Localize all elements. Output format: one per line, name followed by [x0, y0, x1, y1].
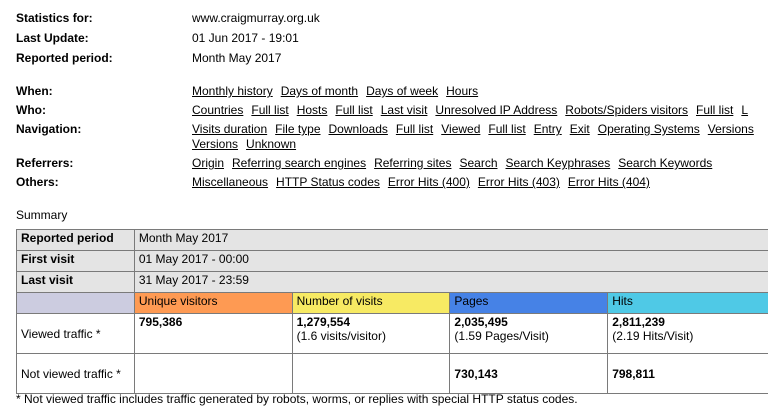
link-unknown[interactable]: Unknown — [246, 137, 297, 151]
footnote: * Not viewed traffic includes traffic generated by robots, worms, or replies with special HTTP status codes. — [16, 392, 578, 406]
viewed-unique-value: 795,386 — [138, 315, 183, 329]
link-downloads[interactable]: Downloads — [328, 122, 388, 136]
link-days-of-month[interactable]: Days of month — [280, 84, 359, 98]
link-last-visit[interactable]: Last visit — [380, 103, 428, 117]
last-visit-label: Last visit — [17, 272, 135, 293]
first-visit-value: 01 May 2017 - 00:00 — [134, 251, 768, 272]
viewed-pages-sub: (1.59 Pages/Visit) — [454, 329, 549, 343]
nav-referrers-row — [16, 155, 768, 171]
reported-period-cell-value: Month May 2017 — [134, 230, 768, 251]
link-search-keyphrases[interactable]: Search Keyphrases — [505, 156, 611, 170]
nav-others-label: Others: — [16, 175, 59, 189]
not-viewed-unique-cell — [134, 354, 292, 394]
link-search[interactable]: Search — [459, 156, 498, 170]
link-hosts[interactable]: Hosts — [296, 103, 328, 117]
site-name: www.craigmurray.org.uk — [192, 11, 320, 25]
col-number-of-visits: Number of visits — [292, 293, 450, 314]
nav-who-row — [16, 102, 768, 118]
viewed-hits-cell — [608, 314, 768, 354]
link-truncated-l[interactable]: L — [741, 103, 749, 117]
link-unresolved-ip[interactable]: Unresolved IP Address — [435, 103, 558, 117]
link-http-status-codes[interactable]: HTTP Status codes — [276, 175, 380, 189]
viewed-hits-value: 2,811,239 — [612, 315, 665, 329]
last-update-label: Last Update: — [16, 31, 89, 45]
table-row — [17, 251, 768, 272]
link-operating-systems[interactable]: Operating Systems — [597, 122, 700, 136]
summary-title: Summary — [16, 208, 68, 222]
nav-referrers-label: Referrers: — [16, 156, 74, 170]
link-robots-spiders[interactable]: Robots/Spiders visitors — [565, 103, 688, 117]
not-viewed-traffic-label: Not viewed traffic * — [17, 354, 135, 394]
not-viewed-pages-value: 730,143 — [454, 366, 498, 381]
link-error-hits-400[interactable]: Error Hits (400) — [387, 175, 470, 189]
link-referring-search-engines[interactable]: Referring search engines — [232, 156, 367, 170]
link-hosts-full-list[interactable]: Full list — [335, 103, 373, 117]
link-days-of-week[interactable]: Days of week — [366, 84, 439, 98]
col-hits: Hits — [608, 293, 768, 314]
link-file-type[interactable]: File type — [275, 122, 321, 136]
link-viewed-full-list[interactable]: Full list — [488, 122, 526, 136]
nav-who-label: Who: — [16, 103, 46, 117]
table-row — [17, 272, 768, 293]
nav-navigation-continued — [192, 136, 304, 152]
statistics-for-label: Statistics for: — [16, 11, 93, 25]
link-robots-full-list[interactable]: Full list — [696, 103, 734, 117]
link-visits-duration[interactable]: Visits duration — [192, 122, 268, 136]
col-pages: Pages — [450, 293, 608, 314]
not-viewed-hits-value: 798,811 — [612, 366, 655, 381]
last-update-value: 01 Jun 2017 - 19:01 — [192, 31, 299, 45]
nav-when-row — [16, 83, 768, 99]
link-monthly-history[interactable]: Monthly history — [192, 84, 273, 98]
link-viewed[interactable]: Viewed — [441, 122, 481, 136]
first-visit-label: First visit — [17, 251, 135, 272]
link-os-versions[interactable]: Versions — [707, 122, 754, 136]
table-row — [17, 230, 768, 251]
nav-when-label: When: — [16, 84, 53, 98]
reported-period-value: Month May 2017 — [192, 51, 282, 65]
viewed-visits-cell — [292, 314, 450, 354]
link-miscellaneous[interactable]: Miscellaneous — [192, 175, 269, 189]
not-viewed-traffic-row — [17, 354, 768, 394]
header-blank-cell — [17, 293, 135, 314]
nav-others-row — [16, 174, 768, 190]
link-versions[interactable]: Versions — [192, 137, 239, 151]
viewed-pages-value: 2,035,495 — [454, 315, 508, 329]
link-entry[interactable]: Entry — [533, 122, 562, 136]
link-search-keywords[interactable]: Search Keywords — [618, 156, 713, 170]
last-visit-value: 31 May 2017 - 23:59 — [134, 272, 768, 293]
viewed-pages-cell — [450, 314, 608, 354]
link-downloads-full-list[interactable]: Full list — [395, 122, 434, 136]
link-hours[interactable]: Hours — [446, 84, 479, 98]
viewed-traffic-label: Viewed traffic * — [17, 314, 135, 354]
link-countries[interactable]: Countries — [192, 103, 244, 117]
summary-table — [16, 229, 768, 394]
viewed-visits-value: 1,279,554 — [296, 315, 350, 329]
viewed-traffic-row — [17, 314, 768, 354]
not-viewed-hits-cell — [608, 354, 768, 394]
link-error-hits-403[interactable]: Error Hits (403) — [477, 175, 560, 189]
reported-period-label: Reported period: — [16, 51, 113, 65]
viewed-hits-sub: (2.19 Hits/Visit) — [612, 329, 694, 343]
link-exit[interactable]: Exit — [569, 122, 590, 136]
col-unique-visitors: Unique visitors — [134, 293, 292, 314]
link-countries-full-list[interactable]: Full list — [251, 103, 289, 117]
not-viewed-pages-cell — [450, 354, 608, 394]
link-origin[interactable]: Origin — [192, 156, 225, 170]
link-referring-sites[interactable]: Referring sites — [374, 156, 452, 170]
viewed-visits-sub: (1.6 visits/visitor) — [296, 329, 386, 343]
nav-navigation-label: Navigation: — [16, 122, 82, 136]
viewed-unique-cell — [134, 314, 292, 354]
not-viewed-visits-cell — [292, 354, 450, 394]
table-header-row — [17, 293, 768, 314]
reported-period-cell-label: Reported period — [17, 230, 135, 251]
nav-navigation-row — [16, 121, 768, 137]
link-error-hits-404[interactable]: Error Hits (404) — [567, 175, 650, 189]
